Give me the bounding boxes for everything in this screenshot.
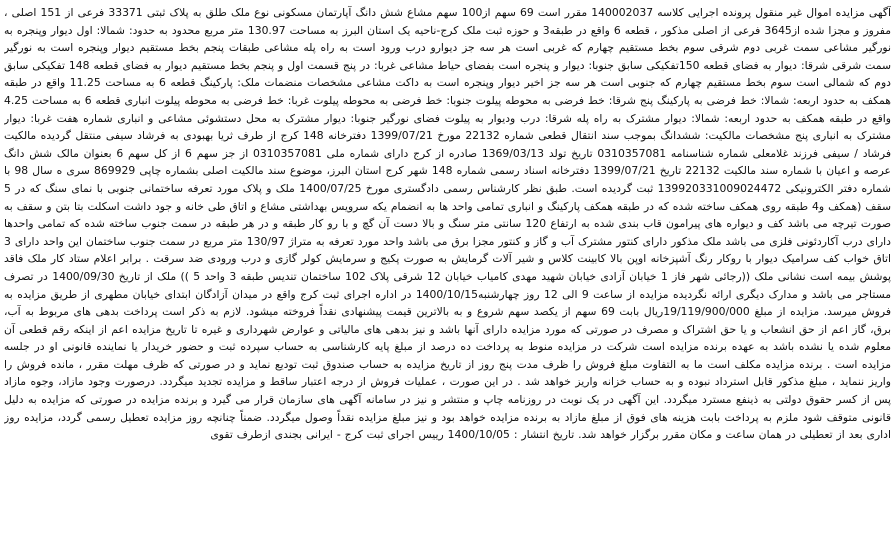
auction-notice-text: آگهی مزایده اموال غیر منقول پرونده اجرایی کلاسه 140002037 مقرر است 69 سهم از100 سهم مشاع شش دانگ آپارتمان مسکونی نوع ملک طلق به پلاک ثبتی 33371 فرعی از 151 اصلی ، مفروز و مجزا شده از3645 فرعی از اصلی مذکور ، قطعه 6 واقع در طبقه3 و حوزه ثبت ملک کرج-ناحیه یک استان البرز به مساحت 130.97 متر مربع محدود به حدود: شمالا: اول دیوار وپنجره به نورگیر مشاعی سمت غربی دوم شرقی سوم بخط مستقیم چهارم که غربی است هر سه جز دیوارو درب ورود است به راه پله مشاعی طبقات پنجم بخط مستقیم دیوار وپنجره است به نورگیر سمت شرقی شرقا: دیوار به فضای قطعه 150تفکیکی سابق جنوبا: دیوار و پنجره است بفضای حیاط مشاعی غربا: در پنج قسمت اول و پنجم بخط مستقیم دیوار به فضای قطعه 148 تفکیکی سابق دوم که شمالی است سوم بخط مستقیم چهارم که جنوبی است هر سه جز اخیر دیوار وپنجره است به داکت مشاعی مشخصات منضمات ملک: پارکینگ قطعه 6 به مساحت 11.25 واقع در طبقه همکف به حدود اربعه: شمالا: خط فرضی به پارکینگ پنج شرقا: خط فرضی به محوطه پیلوت جنوبا: خط فرضی به محوطه پیلوت غربا: خط فرضی به محوطه پیلوت انباری قطعه 6 به مساحت 4.25 واقع در طبقه همکف به حدود اربعه: شمالا: دیوار مشترک به راه پله شرقا: درب ودیوار به پیلوت فضای نورگیر جنوبا: دیوار مشترک به محل دستشوئی مشاعی و انباری شماره هفت غربا: دیوار مشترک به انباری پنج مشخصات مالکیت: ششدانگ بموجب سند انتقال قطعی شماره 22132 مورخ 1399/07/21 دفترخانه 148 کرج از طرف ثریا بهبودی به فرشاد سیفی منتقل گردیده مالکیت فرشاد / سیفی فرزند غلامعلی شماره شناسنامه 0310357081 تاریخ تولد 1369/03/13 صادره از کرج دارای شماره ملی 0310357081 از جز سهم 6 از کل سهم 6 بعنوان مالک شش دانگ عرصه و اعیان با شماره سند مالکیت 22132 تاریخ 1399/07/21 دفترخانه اسناد رسمی شماره 148 شهر کرج استان البرز، موضوع سند مالکیت اصلی بشماره چاپی 869929 سری ه سال 98 با شماره دفتر الکترونیکی 139920331009024472 ثبت گردیده است. طبق نظر کارشناس رسمی دادگستری مورخ 1400/07/25 ملک و پلاک مورد تعرفه ساختمانی جنوبی با نمای سنگ که در 5 سقف (همکف و4 طبقه روی همکف ساخته شده که در طبقه همکف پارکینگ و انباری تمامی واحد ها به انضمام یکه سرویس بهداشتی مشاع و اتاق طی خانه و جود داشت اسکلت بتا بتن و سقف به صورت تیرچه می باشد کف و دیواره های پیرامون قاب بندی شده به ارتفاع 120 سانتی متر سنگ و بالا دست آن گچ و با رو کار طبقه و در هر طبقه در سمت جنوب ساخته شده که تمامی واحدها دارای درب آکاردئونی فلزی می باشد ملک مذکور دارای کنتور مشترک آب و گاز و کنتور مجزا برق می باشد واحد مورد تعرفه به متراژ 130/97 متر مربع در سمت جنوب ساختمان این واحد دارای 3 اتاق خواب کف سرامیک دیوار با روکار رنگ آشپزخانه اوپن بالا کابینت کلاس و شیر آلات گرمایش به صورت پکیج و سرمایش کولر گازی و درب ورودی ضد سرقت . برابر اعلام ستاد کار ملک فاقد پوشش بیمه است نشانی ملک ((رجائی شهر فاز 1 خیابان آزادی خیابان شهید مهدی کامیاب خیابان 12 شرقی پلاک 102 ساختمان تندیس طبقه 3 واحد 5 )) ملک از تاریخ 1400/09/30 در تصرف مستاجر می باشد و مدارک دیگری ارائه نگردیده مزایده از ساعت 9 الی 12 روز چهارشنبه1400/10/15 در اداره اجرای ثبت کرج واقع در میدان آزادگان ابتدای خیابان مطهری از طریق مزایده به فروش میرسد. مزایده از مبلغ 19/119/900/000ریال بابت 69 سهم از یکصد سهم شروع و به بالاترین قیمت پیشنهادی نقداً فروخته میشود. لازم به ذکر است پرداخت بدهی های مربوط به آب، برق، گاز اعم از حق انشعاب و یا حق اشتراک و مصرف در صورتی که مورد مزایده دارای آنها باشد و نیز بدهی های مالیاتی و عوارض شهرداری و غیره تا تاریخ مزایده اعم از اینکه رقم قطعی آن معلوم شده یا نشده باشد به عهده برنده مزایده است شرکت در مزایده منوط به پرداخت ده درصد از مبلغ پایه کارشناسی به حساب سپرده ثبت و حضور خریدار یا نماینده قانونی او در جلسه مزایده است . برنده مزایده مکلف است ما به التفاوت مبلغ فروش را ظرف مدت پنج روز از تاریخ مزایده به حساب صندوق ثبت تودیع نماید و در صورتی که ظرف مهلت مقرر ، مانده فروش را واریز ننماید ، مبلغ مذکور قابل استرداد نبوده و به حساب خزانه واریز خواهد شد . در این صورت ، عملیات فروش از درجه اعتبار ساقط و مزایده تجدید میگردد. درصورت وجود مازاد، وجوه مازاد پس از کسر حقوق دولتی به ذینفع مسترد میگردد. این آگهی در یک نوبت در روزنامه چاپ و منتشر و نیز در سامانه آگهی های سازمان قرار می گیرد و برنده مزایده در صورتی که مزایده به دلیل قانونی متوقف شود ملزم به پرداخت بابت هزینه های فوق از مبلغ مازاد به برنده مزایده خواهد بود و نیز مبلغ مزایده نقداً وصول میگردد. ضمناً چنانچه روز مزایده تعطیل رسمی گردد، مزایده روز اداری بعد از تعطیلی در همان ساعت و مکان مقرر برگزار خواهد شد. تاریخ انتشار : 1400/10/05 رییس اجرای ثبت کرج - ایرانی بجندی ازطرف تقوی (4, 6, 891, 442)
auction-notice-document (4, 4, 891, 527)
